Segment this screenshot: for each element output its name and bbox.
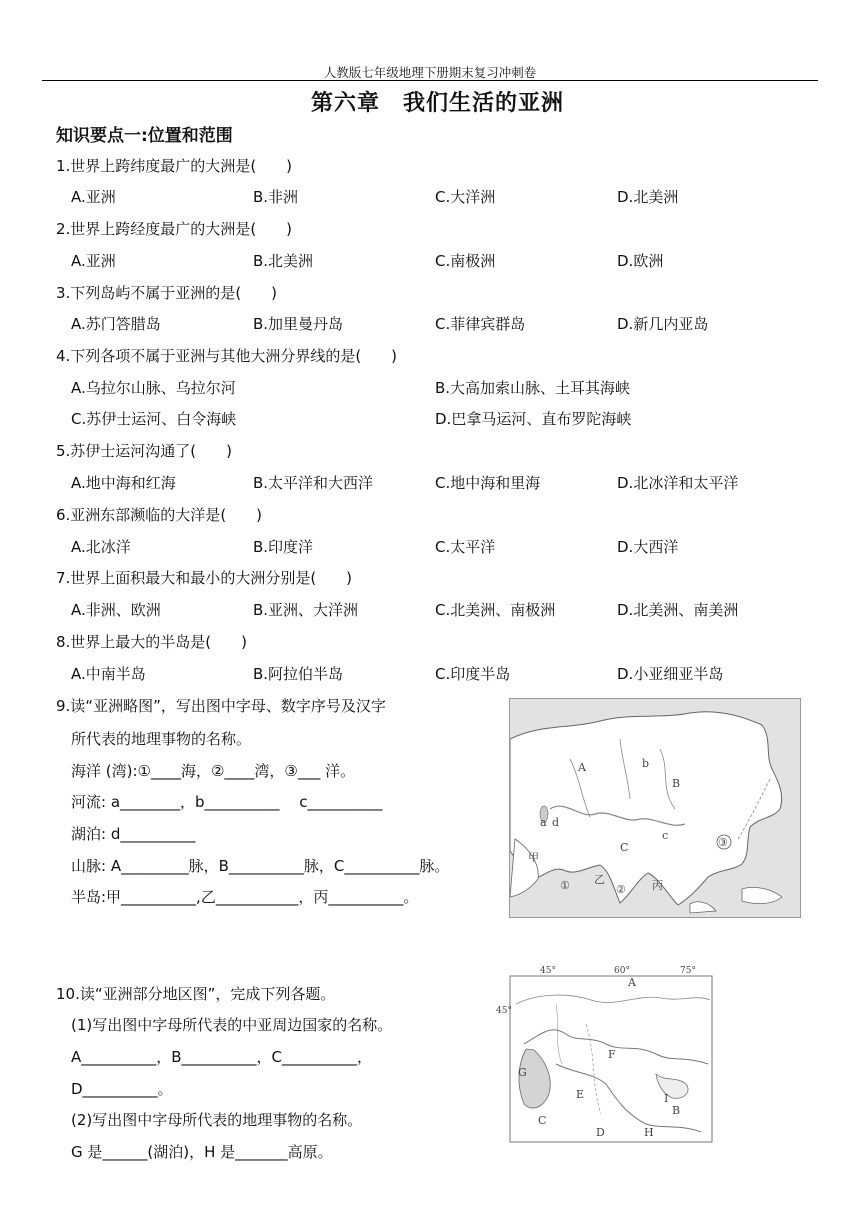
question-2-stem: 2.世界上跨经度最广的大洲是( ) <box>56 220 293 238</box>
map2-longitude-45: 45° <box>540 966 556 976</box>
question-9-mountain-blanks: 山脉: A_________脉，B__________脉，C__________脉。 <box>71 857 450 875</box>
question-8-option-a: A.中南半岛 <box>71 665 146 683</box>
question-1-option-d: D.北美洲 <box>617 188 679 206</box>
map2-label-i: I <box>664 1092 669 1105</box>
question-9-ocean-blanks: 海洋 (湾):①____海，②____湾，③___ 洋。 <box>71 762 356 780</box>
map2-label-d: D <box>596 1126 605 1139</box>
map2-label-a: A <box>628 976 636 989</box>
question-8-option-b: B.阿拉伯半岛 <box>253 665 344 683</box>
question-1-stem: 1.世界上跨纬度最广的大洲是( ) <box>56 157 293 175</box>
question-8-stem: 8.世界上最大的半岛是( ) <box>56 633 248 651</box>
map2-label-g: G <box>518 1066 527 1079</box>
question-3-option-d: D.新几内亚岛 <box>617 315 709 333</box>
question-6-option-c: C.太平洋 <box>435 538 496 556</box>
question-3-stem: 3.下列岛屿不属于亚洲的是( ) <box>56 284 278 302</box>
question-2-option-a: A.亚洲 <box>71 252 116 270</box>
question-7-option-b: B.亚洲、大洋洲 <box>253 601 359 619</box>
chapter-title: 第六章 我们生活的亚洲 <box>310 91 564 116</box>
question-2-option-c: C.南极洲 <box>435 252 496 270</box>
question-10-part2-blanks: G 是______(湖泊)，H 是_______高原。 <box>71 1143 333 1161</box>
map1-label-river-a: a <box>540 816 547 829</box>
question-1-option-b: B.非洲 <box>253 188 299 206</box>
question-9-river-blanks: 河流: a________，b__________ c__________ <box>71 793 383 811</box>
map1-label-mountain-a: A <box>578 761 586 774</box>
question-7-option-c: C.北美洲、南极洲 <box>435 601 556 619</box>
map1-label-river-b: b <box>642 757 650 770</box>
header-rule <box>42 80 818 81</box>
question-6-option-d: D.大西洋 <box>617 538 679 556</box>
question-10-stem: 10.读“亚洲部分地区图”，完成下列各题。 <box>56 985 336 1003</box>
question-1-option-c: C.大洋洲 <box>435 188 496 206</box>
map1-label-mountain-c: C <box>620 841 629 854</box>
question-2-option-d: D.欧洲 <box>617 252 664 270</box>
question-7-option-d: D.北美洲、南美洲 <box>617 601 739 619</box>
map1-label-peninsula-jia: 甲 <box>528 851 539 864</box>
map2-label-c: C <box>538 1114 547 1127</box>
map2-latitude-45: 45° <box>496 1006 512 1016</box>
question-4-option-d: D.巴拿马运河、直布罗陀海峡 <box>435 410 632 428</box>
central-asia-map <box>496 964 718 1148</box>
map2-label-b: B <box>672 1104 681 1117</box>
question-5-option-c: C.地中海和里海 <box>435 474 541 492</box>
asia-sketch-map-drawing <box>510 699 800 917</box>
question-8-option-d: D.小亚细亚半岛 <box>617 665 724 683</box>
central-asia-map-drawing <box>496 964 718 1148</box>
map1-label-mountain-b: B <box>672 777 681 790</box>
question-5-option-d: D.北冰洋和太平洋 <box>617 474 739 492</box>
question-2-option-b: B.北美洲 <box>253 252 314 270</box>
question-6-option-b: B.印度洋 <box>253 538 314 556</box>
question-9-lake-blank: 湖泊: d__________ <box>71 825 196 843</box>
map1-label-bay-2: ② <box>616 883 626 896</box>
map1-label-ocean-3: ③ <box>718 836 728 849</box>
question-7-option-a: A.非洲、欧洲 <box>71 601 161 619</box>
map1-label-peninsula-yi: 乙 <box>594 873 605 886</box>
map2-label-e: E <box>576 1088 585 1101</box>
question-9-peninsula-blanks: 半岛:甲__________,乙___________，丙__________。 <box>71 888 419 906</box>
question-6-stem: 6.亚洲东部濒临的大洋是( ) <box>56 506 263 524</box>
question-10-part1: (1)写出图中字母所代表的中亚周边国家的名称。 <box>71 1016 393 1034</box>
map1-label-lake-d: d <box>552 816 560 829</box>
question-10-part1-blanks: A__________，B__________，C__________， <box>71 1048 373 1066</box>
map2-longitude-75: 75° <box>680 966 696 976</box>
question-8-option-c: C.印度半岛 <box>435 665 511 683</box>
question-3-option-c: C.菲律宾群岛 <box>435 315 526 333</box>
question-5-stem: 5.苏伊士运河沟通了( ) <box>56 442 233 460</box>
question-9-stem: 9.读“亚洲略图”，写出图中字母、数字序号及汉字 <box>56 697 386 715</box>
question-3-option-b: B.加里曼丹岛 <box>253 315 344 333</box>
section-heading: 知识要点一:位置和范围 <box>56 126 233 146</box>
question-4-stem: 4.下列各项不属于亚洲与其他大洲分界线的是( ) <box>56 347 398 365</box>
map2-label-h: H <box>644 1126 654 1139</box>
question-4-option-c: C.苏伊士运河、白令海峡 <box>71 410 237 428</box>
question-10-part2: (2)写出图中字母所代表的地理事物的名称。 <box>71 1111 363 1129</box>
map1-label-river-c: c <box>662 829 669 842</box>
question-5-option-a: A.地中海和红海 <box>71 474 176 492</box>
question-7-stem: 7.世界上面积最大和最小的大洲分别是( ) <box>56 569 353 587</box>
map2-longitude-60: 60° <box>614 966 630 976</box>
question-3-option-a: A.苏门答腊岛 <box>71 315 161 333</box>
question-6-option-a: A.北冰洋 <box>71 538 131 556</box>
question-1-option-a: A.亚洲 <box>71 188 116 206</box>
question-10-part1-blank-d: D__________。 <box>71 1080 173 1098</box>
question-4-option-a: A.乌拉尔山脉、乌拉尔河 <box>71 379 236 397</box>
map1-label-peninsula-bing: 丙 <box>652 879 663 892</box>
running-header: 人教版七年级地理下册期末复习冲刺卷 <box>323 65 537 80</box>
asia-sketch-map <box>509 698 801 918</box>
question-9-stem-continued: 所代表的地理事物的名称。 <box>71 730 252 748</box>
map2-label-f: F <box>608 1048 616 1061</box>
question-4-option-b: B.大高加索山脉、土耳其海峡 <box>435 379 631 397</box>
question-5-option-b: B.太平洋和大西洋 <box>253 474 374 492</box>
map1-label-sea-1: ① <box>560 879 570 892</box>
